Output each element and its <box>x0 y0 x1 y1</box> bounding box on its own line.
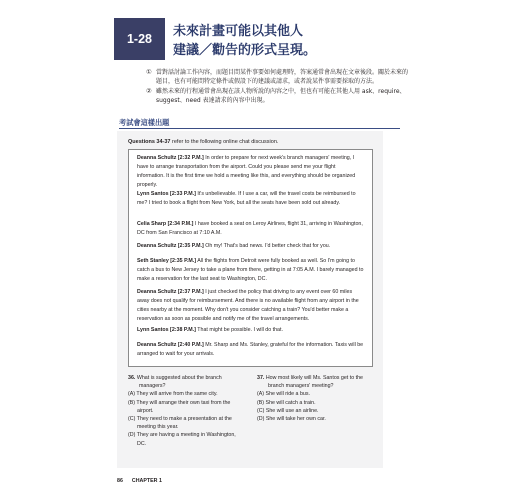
chat-speaker: Deanna Schultz [2:40 P.M.] <box>137 342 204 348</box>
chat-text: In order to prepare for next week's branch managers' meeting, I have to arrange transportation from the airport. Could you please send me your flight information. It is the first time we hold a meeting like this, and everything should be organized properly. <box>137 155 356 188</box>
chat-text: I have booked a seat on Leroy Airlines, flight 31, arriving in Washington, DC from San Francisco at 7:10 A.M. <box>137 221 363 236</box>
heading-divider <box>119 128 400 129</box>
question-text: How most likely will Ms. Santos get to the branch managers' meeting? <box>265 375 364 390</box>
chat-message <box>137 242 364 251</box>
chat-text: That might be possible. I will do that. <box>197 327 283 333</box>
section-heading: 考試會這樣出題 <box>119 118 170 127</box>
note-number: ① <box>146 68 152 76</box>
chat-message <box>137 220 364 238</box>
chat-message <box>137 341 364 359</box>
chat-message <box>137 190 364 208</box>
chat-speaker: Seth Stanley [2:35 P.M.] <box>137 258 197 264</box>
answer-option-c[interactable]: (C) She will use an airline. <box>257 407 319 414</box>
question-text: What is suggested about the branch managers? <box>136 375 222 390</box>
chat-speaker: Deanna Schultz [2:32 P.M.] <box>137 155 204 161</box>
note-text: 當對話討論工作內容，而題目問某件事要如何處理時，答案通常會出現在文章後段。關於未來的題目，也有可能問特定條件或假設下的建議或請求，或者說某件事需要採取的方法。 <box>156 69 409 86</box>
page-title-line-1: 未來計畫可能以其他人 <box>173 24 304 39</box>
chat-message <box>137 326 364 335</box>
section-number: 1-28 <box>126 32 153 46</box>
chat-text: Mr. Sharp and Ms. Stanley, grateful for the information. Taxis will be arranged to wait for your arrivals. <box>137 342 364 357</box>
chat-speaker: Lynn Santos [2:38 P.M.] <box>137 327 196 333</box>
note-item <box>146 68 410 86</box>
questions-range: Questions 34-37 <box>128 139 171 145</box>
answer-option-a[interactable]: (A) She will ride a bus. <box>257 391 310 398</box>
answer-option-d[interactable]: (D) She will take her own car. <box>257 416 326 423</box>
note-text: 雖然未來的行程通常會出現在該人物所說的內容之中，但也有可能在其他人用 ask、require、suggest、need 表達請求的內容中出現。 <box>156 87 406 105</box>
chat-text: All the flights from Detroit were fully booked as well. So I'm going to catch a bus to New Jersey to take a plane from there, getting in at 7:05 A.M. I barely managed to make a reservation for the last seat to Washington, DC. <box>137 258 364 282</box>
answer-option-a[interactable]: (A) They will arrive from the same city. <box>128 391 218 398</box>
chat-speaker: Deanna Schultz [2:35 P.M.] <box>137 243 204 249</box>
notes-list <box>146 68 410 106</box>
page-footer <box>117 478 162 484</box>
chat-message <box>137 257 364 284</box>
chat-text: I just checked the policy that driving to any event over 60 miles away does not qualify for reimbursement. And there is no available flight from any airport in the cities nearby at the moment. Why don't you consider catching a train? You'd better make a reservation as soon as possible and notify me of the travel arrangements. <box>137 289 359 322</box>
chapter-label: CHAPTER 1 <box>131 478 162 484</box>
answer-option-b[interactable]: (B) She will catch a train. <box>257 399 316 406</box>
page-title-line-2: 建議／勸告的形式呈現。 <box>173 43 317 58</box>
question-37 <box>257 374 367 423</box>
answer-option-c[interactable]: (C) They need to make a presentation at the meeting this year. <box>128 416 232 431</box>
question-36 <box>128 374 238 448</box>
chat-text: It's unbelievable. If I use a car, will the travel costs be reimbursed to me? I tried to book a flight from New York, but all the seats have been sold out already. <box>137 191 356 206</box>
chat-speaker: Lynn Santos [2:33 P.M.] <box>137 191 196 197</box>
chat-speaker: Deanna Schultz [2:37 P.M.] <box>137 289 204 295</box>
chat-text: Oh my! That's bad news. I'd better check that for you. <box>205 243 331 249</box>
chat-message <box>137 288 364 324</box>
section-number-badge <box>114 18 165 60</box>
note-item <box>146 87 410 105</box>
question-stem <box>128 374 238 390</box>
answer-option-b[interactable]: (B) They will arrange their own taxi from the airport. <box>128 399 231 414</box>
question-number: 37. <box>257 375 265 381</box>
note-number: ② <box>146 86 152 95</box>
chat-message <box>137 154 364 190</box>
answer-option-d[interactable]: (D) They are having a meeting in Washington, DC. <box>128 432 236 447</box>
page-number: 86 <box>117 478 123 484</box>
intro-text: refer to the following online chat discussion. <box>170 139 279 145</box>
question-stem <box>257 374 367 390</box>
questions-intro <box>128 139 278 145</box>
question-number: 36. <box>128 375 136 381</box>
chat-speaker: Celia Sharp [2:34 P.M.] <box>137 221 194 227</box>
